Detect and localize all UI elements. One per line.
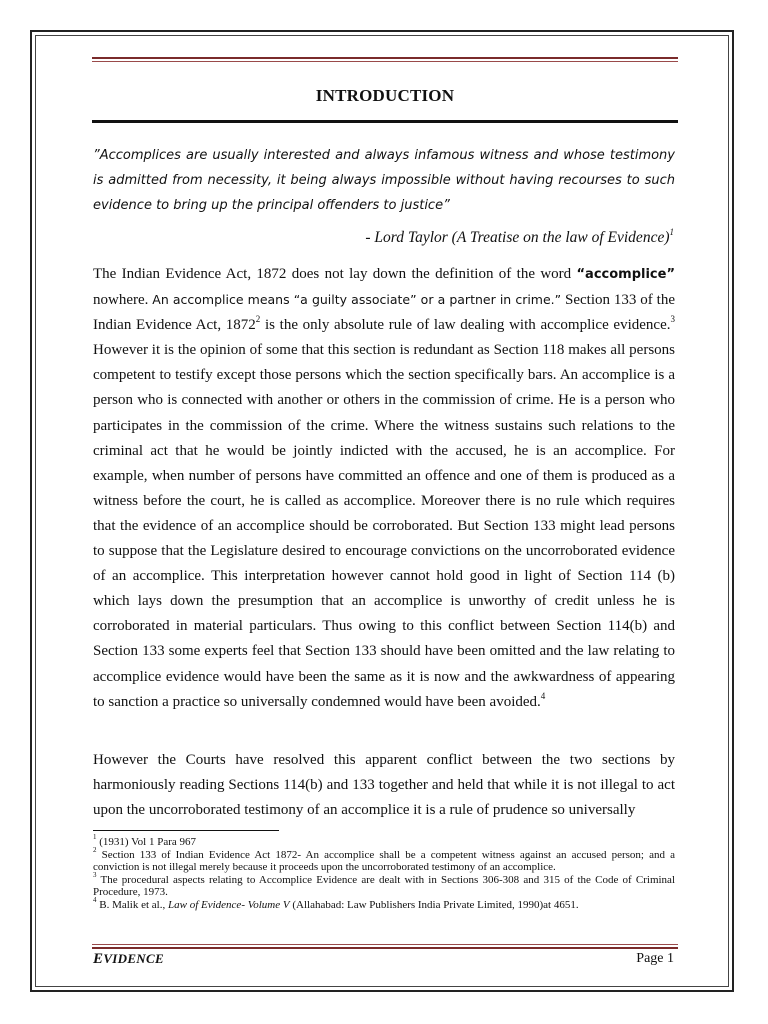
body-paragraph-1 xyxy=(93,262,675,715)
footnote-text: Section 133 of Indian Evidence Act 1872- An accomplice shall be a competent witness against an accused person; and a conviction is not illegal merely because it proceeds upon the uncorroborated testimony of an accomplice. xyxy=(93,848,675,873)
footnote-num: 3 xyxy=(93,870,97,879)
epigraph-quote: ”Accomplices are usually interested and always infamous witness and whose testimony is admitted from necessity, it being always impossible without having recourses to such evidence to bring up the principal offenders to justice” xyxy=(93,148,675,213)
header-rule-thin xyxy=(92,61,678,62)
para1-text-c: Section 133 of the Indian Evidence Act, 1872 xyxy=(93,292,675,334)
footnote-book-title: Law of Evidence- Volume V xyxy=(168,898,290,911)
term-accomplice: “accomplice” xyxy=(576,267,675,282)
footer-initial: E xyxy=(93,951,104,967)
footnote-num: 4 xyxy=(93,895,97,904)
para1-definition: An accomplice means “a guilty associate” or a partner in crime.” xyxy=(152,292,562,308)
page-number: Page 1 xyxy=(636,951,674,966)
footnote-ref-2: 2 xyxy=(255,314,261,325)
footnote-ref-3: 3 xyxy=(670,314,675,325)
footnote-separator xyxy=(93,830,279,831)
footnotes xyxy=(93,833,675,911)
footer-rule xyxy=(92,947,678,949)
quote-attribution xyxy=(365,226,674,247)
footnote-4 xyxy=(93,895,675,912)
footnote-ref-4: 4 xyxy=(540,690,546,701)
footnote-1 xyxy=(93,833,675,849)
para1-text-e: However it is the opinion of some that this section is redundant as Section 118 makes all persons competent to testify except those persons which the section specifically bars. An accomplice is a person who is connected with another or others in the commission of crime. He is a person who participates in the commission of the crime. Where the witness sustains such relations to the criminal act that he would be jointly indicted with the accused, he is an accomplice. For example, when number of persons have committed an offence and one of them is produced as a witness before the court, he is called as accomplice. Moreover there is no rule which requires that the evidence of an accomplice should be corroborated. But Section 133 might lead persons to suppose that the Legislature desired to encourage convictions on the uncorroborated evidence of an accomplice. This interpretation however cannot hold good in light of Section 114 (b) which lays down the presumption that an accomplice is unworthy of credit unless he is corroborated in material particulars. Thus owing to this conflict between Section 114(b) and Section 133 some experts feel that Section 133 should have been omitted and the law relating to accomplice evidence would have been the same as it is now and the awkwardness of appearing to sanction a practice so universally condemned would have been avoided. xyxy=(93,342,675,710)
footer-section-name xyxy=(93,951,164,968)
para1-text-d: is the only absolute rule of law dealing with accomplice evidence. xyxy=(260,317,671,334)
para1-text-b: nowhere. xyxy=(93,292,153,309)
footnote-text: B. Malik et al., xyxy=(96,898,168,911)
para1-text-a: The Indian Evidence Act, 1872 does not lay down the definition of the word xyxy=(93,266,577,282)
footnote-num: 2 xyxy=(93,845,97,854)
footnote-num: 1 xyxy=(93,833,97,842)
page-title: INTRODUCTION xyxy=(315,86,455,105)
footnote-text: (1931) Vol 1 Para 967 xyxy=(96,836,197,848)
header-rule xyxy=(92,57,678,59)
footer-rest: VIDENCE xyxy=(103,951,164,966)
body-paragraph-2: However the Courts have resolved this apparent conflict between the two sections by harmoniously reading Sections 114(b) and 133 together and held that while it is not illegal to act upon the uncorroborated testimony of an accomplice it is a rule of prudence so universally xyxy=(93,752,675,819)
footnote-2 xyxy=(93,845,675,874)
footnote-text: (Allahabad: Law Publishers India Private Limited, 1990)at 4651. xyxy=(289,898,579,911)
footnote-text: The procedural aspects relating to Accomplice Evidence are dealt with in Sections 306-308 and 315 of the Code of Criminal Procedure, 1973. xyxy=(93,873,675,898)
footer-rule-thin xyxy=(92,944,678,945)
attribution-text: - Lord Taylor (A Treatise on the law of Evidence) xyxy=(365,229,670,246)
footnote-3 xyxy=(93,870,675,899)
title-underline xyxy=(92,120,678,123)
footnote-ref-1: 1 xyxy=(669,226,674,237)
